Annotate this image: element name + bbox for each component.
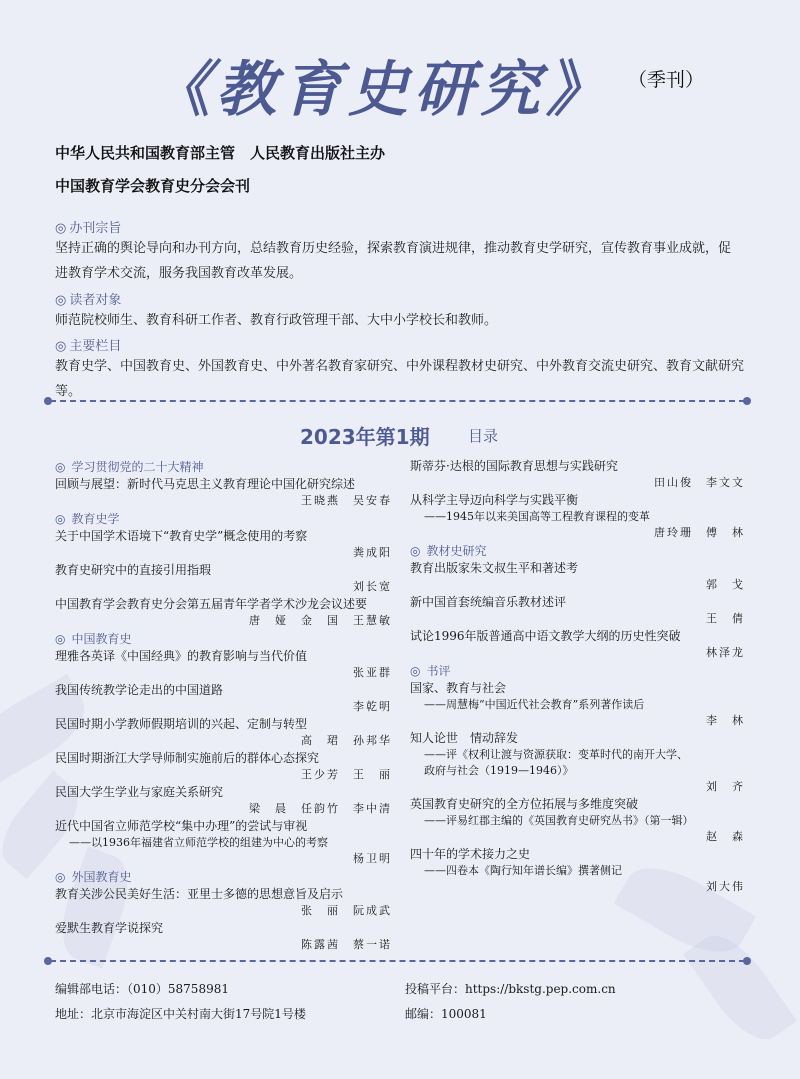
bullet-icon: ◎ <box>55 221 67 236</box>
article-author: 林泽龙 <box>706 646 745 659</box>
article-title: 我国传统教学论走出的中国道路 <box>55 683 224 697</box>
article-title: 教育出版家朱文叔生平和著述考 <box>410 561 579 575</box>
article-author: 王少芳 王 丽 <box>301 768 392 781</box>
bullet-icon: ◎ <box>55 339 67 354</box>
article-subtitle: ——评易红郡主编的《英国教育史研究丛书》（第一辑） <box>424 814 694 827</box>
article-title: 近代中国省立师范学校“集中办理”的尝试与审视 <box>55 819 308 833</box>
readers-text: 师范院校师生、教育科研工作者、教育行政管理干部、大中小学校长和教师。 <box>55 313 498 328</box>
article-author: 高 珺 孙邦华 <box>301 734 392 747</box>
article-subtitle: ——1945年以来美国高等工程教育课程的变革 <box>424 510 650 523</box>
section-heading-readers: ◎ 读者对象 <box>55 293 122 308</box>
bullet-icon: ◎ <box>55 293 67 308</box>
toc-left-column <box>55 458 392 954</box>
article-subtitle: ——四卷本《陶行知年谱长编》撰著侧记 <box>424 864 622 877</box>
sponsor-line: 中华人民共和国教育部主管 人民教育出版社主办 <box>55 144 386 162</box>
article-title: 关于中国学术语境下“教育史学”概念使用的考察 <box>55 529 308 543</box>
divider <box>50 960 745 962</box>
article-title: 英国教育史研究的全方位拓展与多维度突破 <box>410 797 639 811</box>
bullet-icon: ◎ <box>55 460 66 474</box>
toc-entry[interactable] <box>55 784 392 817</box>
toc-entry[interactable] <box>55 682 392 715</box>
article-author: 唐 娅 金 国 王慧敏 <box>249 614 392 627</box>
toc-section-heading: ◎ 书评 <box>410 664 451 678</box>
article-author: 李 林 <box>706 714 745 727</box>
toc-section-heading: ◎ 中国教育史 <box>55 632 132 646</box>
article-title: 回顾与展望：新时代马克思主义教育理论中国化研究综述 <box>55 477 356 491</box>
divider <box>50 400 745 402</box>
toc-entry[interactable] <box>55 750 392 783</box>
bullet-icon: ◎ <box>410 544 421 558</box>
bullet-icon: ◎ <box>410 664 421 678</box>
article-title: 知人论世 情动辞发 <box>410 731 519 745</box>
article-title: 民国时期小学教师假期培训的兴起、定制与转型 <box>55 717 308 731</box>
section-heading-columns: ◎ 主要栏目 <box>55 339 122 354</box>
article-author: 粪成阳 <box>353 546 392 559</box>
article-subtitle: ——周慧梅“中国近代社会教育”系列著作读后 <box>424 698 645 711</box>
toc-entry[interactable] <box>410 492 745 541</box>
toc-entry[interactable] <box>410 628 745 661</box>
toc-entry[interactable] <box>410 680 745 729</box>
toc-entry[interactable] <box>55 596 392 629</box>
article-author: 梁 晨 任韵竹 李中清 <box>249 802 392 815</box>
article-author: 张 丽 阮成武 <box>301 904 392 917</box>
article-author: 刘 齐 <box>706 780 745 793</box>
toc-section-heading: ◎ 外国教育史 <box>55 870 132 884</box>
purpose-text: 坚持正确的舆论导向和办刊方向，总结教育历史经验，探索教育演进规律，推动教育史学研究，宣传教育事业成就，促 进教育学术交流，服务我国教育改革发展。 <box>55 241 732 281</box>
submission-platform-link[interactable]: 投稿平台：https://bkstg.pep.com.cn <box>405 982 616 996</box>
bullet-icon: ◎ <box>55 632 66 646</box>
journal-title: 《教育史研究》 <box>150 55 612 125</box>
article-title: 斯蒂芬·达根的国际教育思想与实践研究 <box>410 459 618 473</box>
toc-section-heading: ◎ 教育史学 <box>55 512 120 526</box>
article-title: 中国教育学会教育史分会第五届青年学者学术沙龙会议述要 <box>55 597 368 611</box>
article-author: 王 倩 <box>706 612 745 625</box>
bullet-icon: ◎ <box>55 870 66 884</box>
article-author: 刘长宽 <box>353 580 392 593</box>
toc-entry[interactable] <box>55 648 392 681</box>
address: 地址：北京市海淀区中关村南大街17号院1号楼 <box>55 1007 306 1021</box>
article-author: 陈露茜 蔡一诺 <box>301 938 392 951</box>
toc-entry[interactable] <box>410 560 745 593</box>
article-author: 赵 森 <box>706 830 745 843</box>
article-title: 新中国首套统编音乐教材述评 <box>410 595 567 609</box>
article-author: 田山俊 李文文 <box>654 476 745 489</box>
article-author: 刘大伟 <box>706 880 745 893</box>
article-subtitle: ——以1936年福建省立师范学校的组建为中心的考察 <box>69 836 328 849</box>
toc-entry[interactable] <box>55 562 392 595</box>
article-author: 郭 戈 <box>706 578 745 591</box>
toc-entry[interactable] <box>55 476 392 509</box>
phone-number: 编辑部电话：（010）58758981 <box>55 982 229 996</box>
columns-text: 教育史学、中国教育史、外国教育史、中外著名教育家研究、中外课程教材史研究、中外教育交流史研究、教育文献研究等。 <box>55 359 745 399</box>
toc-entry[interactable] <box>55 716 392 749</box>
toc-section-heading: ◎ 教材史研究 <box>410 544 487 558</box>
toc-entry[interactable] <box>410 730 745 795</box>
article-title: 从科学主导迈向科学与实践平衡 <box>410 493 579 507</box>
bullet-icon: ◎ <box>55 512 66 526</box>
toc-entry[interactable] <box>410 846 745 895</box>
society-line: 中国教育学会教育史分会会刊 <box>55 177 251 195</box>
article-author: 唐玲珊 傅 林 <box>654 526 745 539</box>
toc-entry[interactable] <box>410 796 745 845</box>
article-title: 理雅各英译《中国经典》的教育影响与当代价值 <box>55 649 308 663</box>
article-title: 教育史研究中的直接引用指瑕 <box>55 563 212 577</box>
article-title: 试论1996年版普通高中语文教学大纲的历史性突破 <box>410 629 681 643</box>
article-title: 国家、教育与社会 <box>410 681 507 695</box>
article-subtitle: ——评《权利让渡与资源获取：变革时代的南开大学、 政府与社会（1919—1946）》 <box>424 748 688 777</box>
toc-entry[interactable] <box>55 818 392 867</box>
toc-entry[interactable] <box>55 528 392 561</box>
article-author: 王晓燕 吴安春 <box>301 494 392 507</box>
article-author: 张亚群 <box>353 666 392 679</box>
article-title: 民国时期浙江大学导师制实施前后的群体心态探究 <box>55 751 320 765</box>
article-title: 民国大学生学业与家庭关系研究 <box>55 785 224 799</box>
postcode: 邮编：100081 <box>405 1007 487 1021</box>
masthead <box>150 30 705 125</box>
article-author: 杨卫明 <box>353 852 392 865</box>
toc-section-heading: ◎ 学习贯彻党的二十大精神 <box>55 460 204 474</box>
article-author: 李乾明 <box>353 700 392 713</box>
frequency-label: （季刊） <box>628 69 705 91</box>
section-heading-purpose: ◎ 办刊宗旨 <box>55 221 122 236</box>
toc-entry[interactable] <box>55 920 392 953</box>
article-title: 四十年的学术接力之史 <box>410 847 531 861</box>
article-title: 教育关涉公民美好生活：亚里士多德的思想意旨及启示 <box>55 887 344 901</box>
toc-label: 目录 <box>468 427 499 445</box>
toc-entry[interactable] <box>410 594 745 627</box>
toc-right-column <box>410 458 745 896</box>
toc-entry[interactable] <box>55 886 392 919</box>
issue-number: 2023年第1期 <box>300 425 430 449</box>
toc-entry[interactable] <box>410 458 745 491</box>
article-title: 爱默生教育学说探究 <box>55 921 164 935</box>
